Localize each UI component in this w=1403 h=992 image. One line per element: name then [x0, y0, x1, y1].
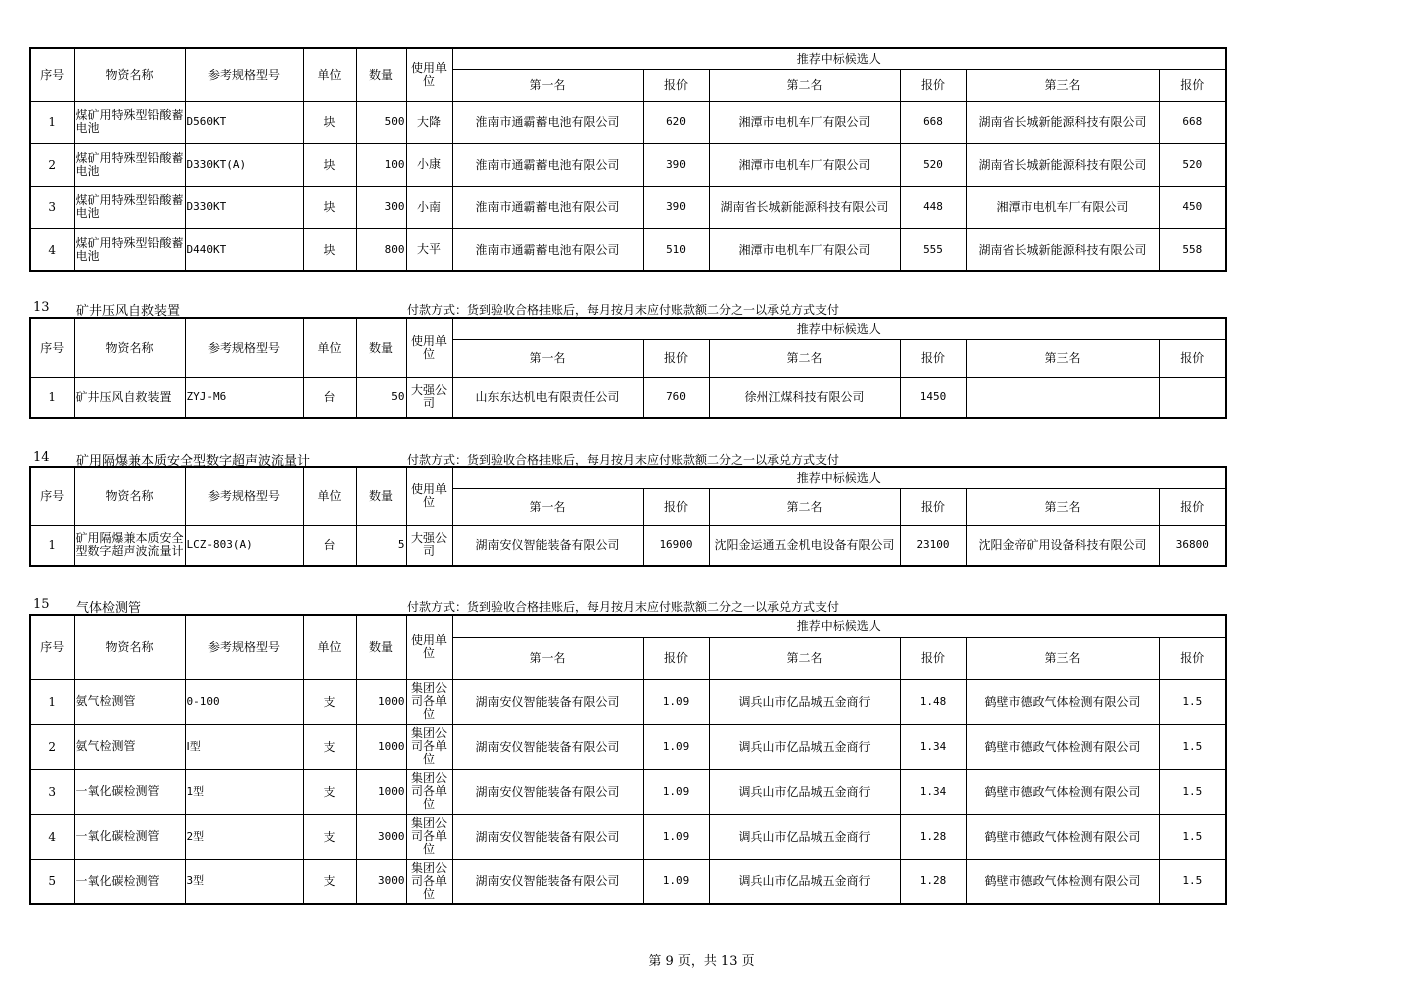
header-price: 报价	[1159, 637, 1226, 679]
table-row	[30, 769, 1226, 814]
header-third: 第三名	[966, 339, 1159, 377]
cell-third-company: 湖南省长城新能源科技有限公司	[966, 144, 1159, 187]
section-13-title: 矿井压风自救装置	[76, 304, 181, 319]
cell-first-company: 湖南安仪智能装备有限公司	[452, 814, 643, 859]
header-first: 第一名	[452, 339, 643, 377]
cell-second-price: 555	[900, 229, 966, 272]
header-price: 报价	[643, 339, 709, 377]
header-third: 第三名	[966, 637, 1159, 679]
cell-first-company: 湖南安仪智能装备有限公司	[452, 769, 643, 814]
cell-user: 大强公司	[406, 525, 452, 566]
header-qty: 数量	[356, 318, 406, 377]
cell-third-company: 鹤壁市德政气体检测有限公司	[966, 769, 1159, 814]
cell-third-price: 520	[1159, 144, 1226, 187]
cell-unit: 支	[303, 814, 356, 859]
cell-user: 集团公司各单位	[406, 769, 452, 814]
cell-qty: 5	[356, 525, 406, 566]
cell-qty: 300	[356, 186, 406, 229]
cell-qty: 50	[356, 377, 406, 418]
table-row	[30, 101, 1226, 144]
cell-qty: 1000	[356, 679, 406, 724]
cell-spec: LCZ-803(A)	[185, 525, 303, 566]
cell-second-price: 668	[900, 101, 966, 144]
cell-third-company: 沈阳金帝矿用设备科技有限公司	[966, 525, 1159, 566]
header-recommend: 推荐中标候选人	[452, 615, 1226, 637]
cell-third-price: 450	[1159, 186, 1226, 229]
cell-second-company: 湘潭市电机车厂有限公司	[709, 229, 900, 272]
table-row	[30, 229, 1226, 272]
cell-spec: D560KT	[185, 101, 303, 144]
cell-second-company: 调兵山市亿品城五金商行	[709, 769, 900, 814]
header-name: 物资名称	[74, 467, 185, 525]
header-second: 第二名	[709, 69, 900, 101]
cell-seq: 2	[30, 724, 74, 769]
header-recommend: 推荐中标候选人	[452, 318, 1226, 339]
table-row	[30, 679, 1226, 724]
header-name: 物资名称	[74, 615, 185, 679]
cell-second-company: 徐州江煤科技有限公司	[709, 377, 900, 418]
cell-name: 氨气检测管	[74, 679, 185, 724]
cell-first-price: 1.09	[643, 679, 709, 724]
cell-second-company: 调兵山市亿品城五金商行	[709, 859, 900, 904]
cell-name: 煤矿用特殊型铅酸蓄电池	[74, 144, 185, 187]
cell-qty: 800	[356, 229, 406, 272]
cell-user: 集团公司各单位	[406, 724, 452, 769]
cell-spec: 1型	[185, 769, 303, 814]
section-14-title: 矿用隔爆兼本质安全型数字超声波流量计	[76, 454, 311, 469]
cell-unit: 支	[303, 679, 356, 724]
cell-name: 一氧化碳检测管	[74, 769, 185, 814]
cell-first-company: 湖南安仪智能装备有限公司	[452, 859, 643, 904]
cell-seq: 1	[30, 525, 74, 566]
cell-second-company: 调兵山市亿品城五金商行	[709, 814, 900, 859]
cell-third-price: 558	[1159, 229, 1226, 272]
header-name: 物资名称	[74, 318, 185, 377]
cell-seq: 1	[30, 377, 74, 418]
cell-spec: D440KT	[185, 229, 303, 272]
section-13-number: 13	[33, 300, 50, 315]
cell-qty: 3000	[356, 859, 406, 904]
cell-seq: 1	[30, 679, 74, 724]
cell-qty: 500	[356, 101, 406, 144]
table-row	[30, 814, 1226, 859]
cell-user: 大强公司	[406, 377, 452, 418]
header-unit: 单位	[303, 615, 356, 679]
header-price: 报价	[900, 637, 966, 679]
header-third: 第三名	[966, 69, 1159, 101]
cell-first-price: 1.09	[643, 859, 709, 904]
header-spec: 参考规格型号	[185, 48, 303, 101]
cell-third-company	[966, 377, 1159, 418]
header-seq: 序号	[30, 467, 74, 525]
cell-third-price: 1.5	[1159, 679, 1226, 724]
header-first: 第一名	[452, 637, 643, 679]
header-second: 第二名	[709, 488, 900, 525]
cell-second-price: 1.28	[900, 814, 966, 859]
cell-first-price: 1.09	[643, 724, 709, 769]
cell-name: 矿井压风自救装置	[74, 377, 185, 418]
cell-third-company: 鹤壁市德政气体检测有限公司	[966, 814, 1159, 859]
table-row	[30, 377, 1226, 418]
cell-unit: 支	[303, 859, 356, 904]
cell-first-price: 16900	[643, 525, 709, 566]
cell-second-company: 湘潭市电机车厂有限公司	[709, 101, 900, 144]
header-qty: 数量	[356, 467, 406, 525]
header-spec: 参考规格型号	[185, 318, 303, 377]
header-second: 第二名	[709, 339, 900, 377]
header-price: 报价	[900, 339, 966, 377]
section-15-payment: 付款方式：货到验收合格挂账后，每月按月末应付账款额二分之一以承兑方式支付	[407, 600, 840, 614]
header-price: 报价	[643, 69, 709, 101]
cell-third-company: 鹤壁市德政气体检测有限公司	[966, 679, 1159, 724]
header-qty: 数量	[356, 615, 406, 679]
cell-third-company: 湖南省长城新能源科技有限公司	[966, 101, 1159, 144]
cell-spec: D330KT	[185, 186, 303, 229]
cell-user: 集团公司各单位	[406, 679, 452, 724]
header-first: 第一名	[452, 488, 643, 525]
header-price: 报价	[1159, 339, 1226, 377]
cell-seq: 3	[30, 186, 74, 229]
cell-name: 一氧化碳检测管	[74, 814, 185, 859]
header-user: 使用单位	[406, 467, 452, 525]
cell-second-price: 1.34	[900, 724, 966, 769]
cell-second-price: 1.28	[900, 859, 966, 904]
header-user: 使用单位	[406, 318, 452, 377]
section-14-payment: 付款方式：货到验收合格挂账后，每月按月末应付账款额二分之一以承兑方式支付	[407, 453, 840, 467]
cell-first-price: 390	[643, 144, 709, 187]
cell-seq: 2	[30, 144, 74, 187]
cell-qty: 1000	[356, 724, 406, 769]
header-second: 第二名	[709, 637, 900, 679]
cell-second-price: 448	[900, 186, 966, 229]
cell-second-company: 沈阳金运通五金机电设备有限公司	[709, 525, 900, 566]
cell-spec: D330KT(A)	[185, 144, 303, 187]
page-footer: 第 9 页，共 13 页	[648, 954, 755, 969]
cell-unit: 块	[303, 229, 356, 272]
header-unit: 单位	[303, 318, 356, 377]
cell-spec: Ⅰ型	[185, 724, 303, 769]
cell-third-company: 鹤壁市德政气体检测有限公司	[966, 724, 1159, 769]
cell-name: 煤矿用特殊型铅酸蓄电池	[74, 101, 185, 144]
cell-first-company: 淮南市通霸蓄电池有限公司	[452, 144, 643, 187]
header-spec: 参考规格型号	[185, 615, 303, 679]
header-qty: 数量	[356, 48, 406, 101]
table-row	[30, 859, 1226, 904]
cell-second-price: 520	[900, 144, 966, 187]
cell-name: 煤矿用特殊型铅酸蓄电池	[74, 229, 185, 272]
cell-spec: ZYJ-M6	[185, 377, 303, 418]
cell-user: 集团公司各单位	[406, 859, 452, 904]
cell-first-company: 湖南安仪智能装备有限公司	[452, 724, 643, 769]
cell-second-price: 1.34	[900, 769, 966, 814]
cell-seq: 1	[30, 101, 74, 144]
cell-third-company: 湘潭市电机车厂有限公司	[966, 186, 1159, 229]
cell-user: 小康	[406, 144, 452, 187]
cell-unit: 块	[303, 144, 356, 187]
header-price: 报价	[900, 69, 966, 101]
header-seq: 序号	[30, 318, 74, 377]
cell-spec: 0-100	[185, 679, 303, 724]
cell-first-price: 620	[643, 101, 709, 144]
cell-first-price: 1.09	[643, 814, 709, 859]
table-row	[30, 186, 1226, 229]
cell-spec: 3型	[185, 859, 303, 904]
cell-second-price: 1.48	[900, 679, 966, 724]
cell-unit: 块	[303, 101, 356, 144]
header-seq: 序号	[30, 615, 74, 679]
header-third: 第三名	[966, 488, 1159, 525]
cell-second-company: 调兵山市亿品城五金商行	[709, 679, 900, 724]
cell-third-price: 36800	[1159, 525, 1226, 566]
cell-unit: 块	[303, 186, 356, 229]
header-user: 使用单位	[406, 615, 452, 679]
cell-first-company: 淮南市通霸蓄电池有限公司	[452, 101, 643, 144]
cell-first-price: 510	[643, 229, 709, 272]
cell-first-price: 390	[643, 186, 709, 229]
cell-unit: 台	[303, 377, 356, 418]
cell-user: 集团公司各单位	[406, 814, 452, 859]
header-user: 使用单位	[406, 48, 452, 101]
cell-spec: 2型	[185, 814, 303, 859]
cell-user: 小南	[406, 186, 452, 229]
cell-seq: 4	[30, 814, 74, 859]
cell-first-company: 淮南市通霸蓄电池有限公司	[452, 186, 643, 229]
cell-third-price: 668	[1159, 101, 1226, 144]
cell-first-price: 760	[643, 377, 709, 418]
cell-second-company: 调兵山市亿品城五金商行	[709, 724, 900, 769]
header-recommend: 推荐中标候选人	[452, 48, 1226, 69]
cell-first-company: 湖南安仪智能装备有限公司	[452, 525, 643, 566]
cell-third-price	[1159, 377, 1226, 418]
cell-second-company: 湖南省长城新能源科技有限公司	[709, 186, 900, 229]
cell-qty: 1000	[356, 769, 406, 814]
header-price: 报价	[643, 488, 709, 525]
section-14-number: 14	[33, 450, 50, 465]
cell-second-price: 1450	[900, 377, 966, 418]
section-15-number: 15	[33, 597, 50, 612]
cell-first-price: 1.09	[643, 769, 709, 814]
cell-unit: 台	[303, 525, 356, 566]
cell-seq: 4	[30, 229, 74, 272]
cell-first-company: 山东东达机电有限责任公司	[452, 377, 643, 418]
section-13-payment: 付款方式：货到验收合格挂账后，每月按月末应付账款额二分之一以承兑方式支付	[407, 303, 840, 317]
cell-user: 大降	[406, 101, 452, 144]
cell-third-price: 1.5	[1159, 724, 1226, 769]
header-spec: 参考规格型号	[185, 467, 303, 525]
header-name: 物资名称	[74, 48, 185, 101]
cell-name: 氨气检测管	[74, 724, 185, 769]
cell-name: 煤矿用特殊型铅酸蓄电池	[74, 186, 185, 229]
cell-unit: 支	[303, 769, 356, 814]
cell-second-price: 23100	[900, 525, 966, 566]
table-row	[30, 724, 1226, 769]
cell-third-company: 鹤壁市德政气体检测有限公司	[966, 859, 1159, 904]
cell-first-company: 湖南安仪智能装备有限公司	[452, 679, 643, 724]
cell-name: 矿用隔爆兼本质安全型数字超声波流量计	[74, 525, 185, 566]
cell-qty: 3000	[356, 814, 406, 859]
cell-third-price: 1.5	[1159, 814, 1226, 859]
header-unit: 单位	[303, 48, 356, 101]
header-price: 报价	[1159, 488, 1226, 525]
header-first: 第一名	[452, 69, 643, 101]
cell-seq: 3	[30, 769, 74, 814]
cell-third-price: 1.5	[1159, 769, 1226, 814]
table-row	[30, 525, 1226, 566]
header-price: 报价	[1159, 69, 1226, 101]
cell-third-company: 湖南省长城新能源科技有限公司	[966, 229, 1159, 272]
cell-qty: 100	[356, 144, 406, 187]
cell-user: 大平	[406, 229, 452, 272]
cell-third-price: 1.5	[1159, 859, 1226, 904]
header-price: 报价	[900, 488, 966, 525]
cell-first-company: 淮南市通霸蓄电池有限公司	[452, 229, 643, 272]
cell-unit: 支	[303, 724, 356, 769]
header-unit: 单位	[303, 467, 356, 525]
table-row	[30, 144, 1226, 187]
header-seq: 序号	[30, 48, 74, 101]
header-price: 报价	[643, 637, 709, 679]
cell-name: 一氧化碳检测管	[74, 859, 185, 904]
cell-second-company: 湘潭市电机车厂有限公司	[709, 144, 900, 187]
section-15-title: 气体检测管	[76, 601, 142, 616]
cell-seq: 5	[30, 859, 74, 904]
header-recommend: 推荐中标候选人	[452, 467, 1226, 488]
